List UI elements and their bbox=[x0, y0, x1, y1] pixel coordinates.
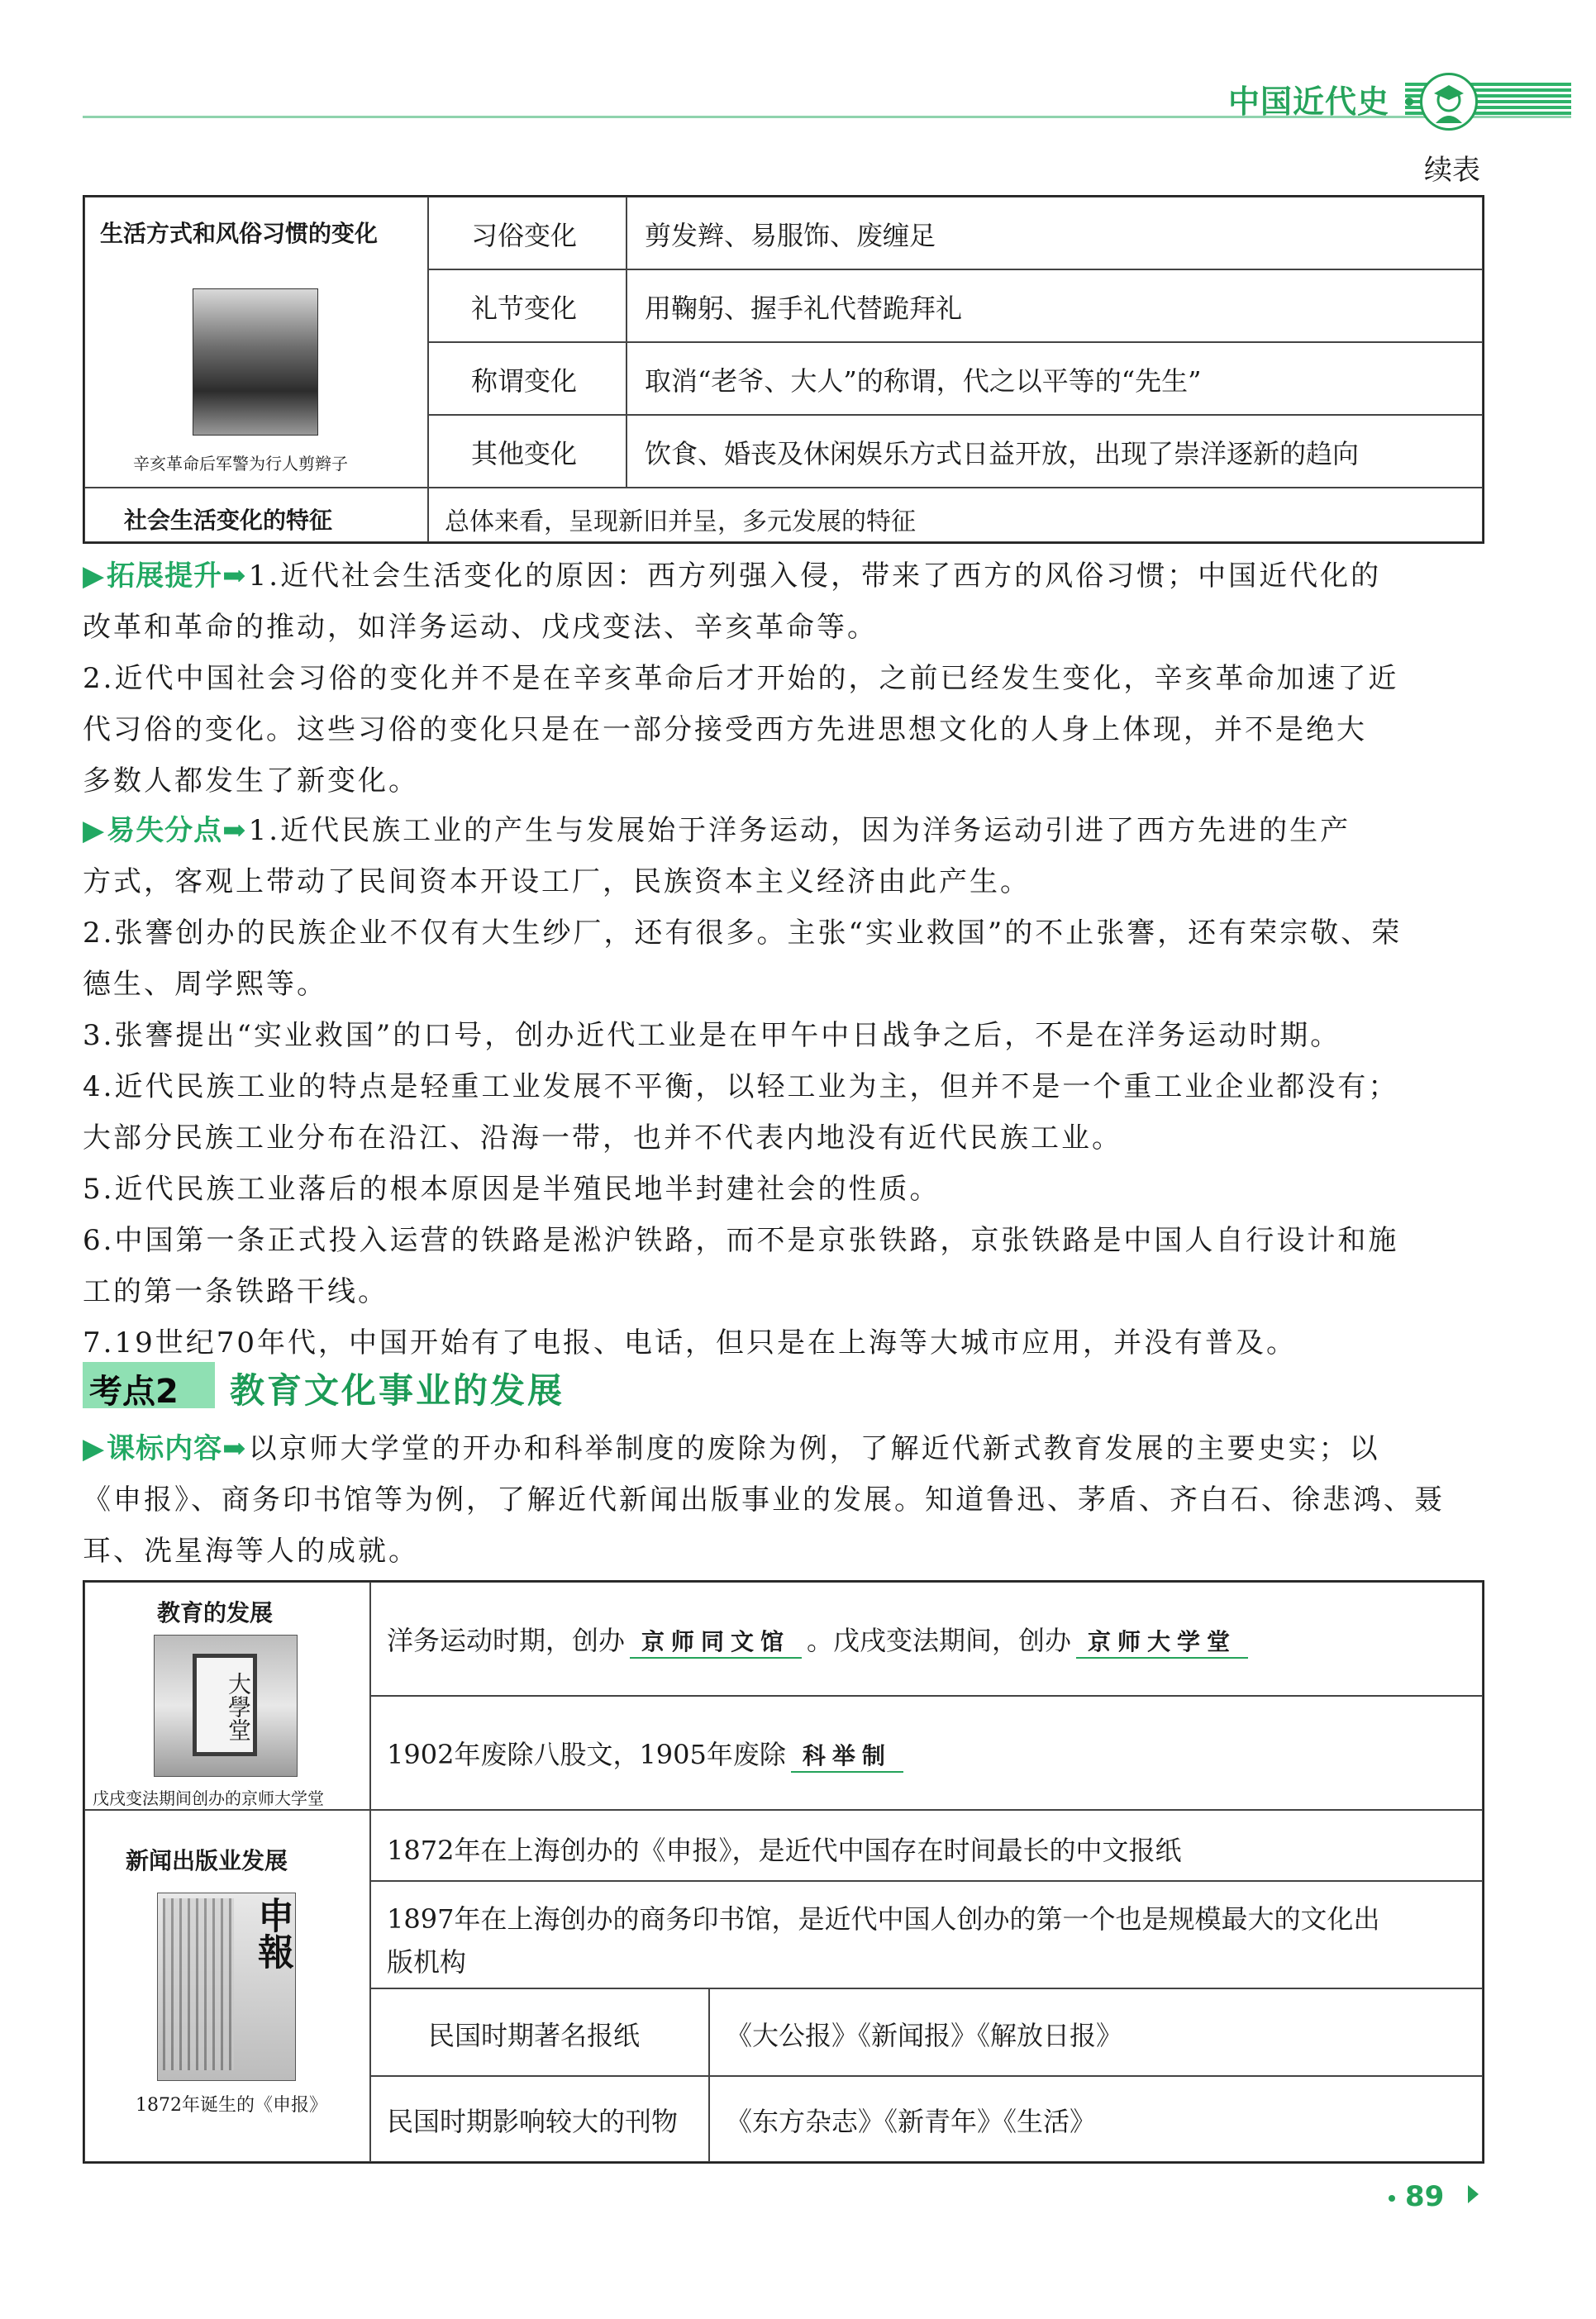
row-value: 剪发辫、易服饰、废缠足 bbox=[645, 220, 936, 251]
mistakes-line: 1.近代民族工业的产生与发展始于洋务运动，因为洋务运动引进了西方先进的生产 bbox=[248, 814, 1351, 847]
header-dot bbox=[1405, 98, 1413, 106]
expand-section bbox=[83, 550, 1488, 807]
curriculum-tag: 课标内容 bbox=[107, 1432, 223, 1465]
row-label: 称谓变化 bbox=[471, 365, 578, 397]
answer-daxuetang: 京师大学堂 bbox=[1076, 1624, 1248, 1659]
row-label: 礼节变化 bbox=[471, 293, 578, 324]
edu-label: 教育的发展 bbox=[157, 1599, 274, 1626]
edu-caption: 戊戌变法期间创办的京师大学堂 bbox=[93, 1788, 324, 1808]
mistakes-line: 德生、周学熙等。 bbox=[83, 968, 327, 1001]
press-row2-line: 1897年在上海创办的商务印书馆，是近代中国人创办的第一个也是规模最大的文化出 bbox=[387, 1903, 1380, 1935]
header-title: 中国近代史 bbox=[1228, 83, 1390, 120]
mistakes-line: 7.19世纪70年代，中国开始有了电报、电话，但只是在上海等大城市应用，并没有普及。 bbox=[83, 1326, 1297, 1359]
mistakes-line: 6.中国第一条正式投入运营的铁路是淞沪铁路，而不是京张铁路，京张铁路是中国人自行设计和施 bbox=[83, 1224, 1399, 1257]
row-value: 用鞠躬、握手礼代替跪拜礼 bbox=[645, 293, 963, 324]
mistakes-tag: 易失分点 bbox=[107, 814, 223, 847]
edu-row2-text bbox=[387, 1734, 908, 1773]
press-label: 新闻出版业发展 bbox=[126, 1847, 288, 1874]
queue-cutting-photo bbox=[193, 288, 318, 436]
mistakes-line: 3.张謇提出“实业救国”的口号，创办近代工业是在甲午中日战争之后，不是在洋务运动时期。 bbox=[83, 1019, 1341, 1052]
triangle-icon: ▶ bbox=[83, 814, 107, 847]
feature-value: 总体来看，呈现新旧并呈，多元发展的特征 bbox=[445, 507, 916, 536]
expand-line: 改革和革命的推动，如洋务运动、戊戌变法、辛亥革命等。 bbox=[83, 611, 878, 644]
press-row3-value: 《大公报》《新闻报》《解放日报》 bbox=[726, 2020, 1123, 2051]
expand-line: 2.近代中国社会习俗的变化并不是在辛亥革命后才开始的，之前已经发生变化，辛亥革命加速了近 bbox=[83, 662, 1399, 695]
student-icon bbox=[1420, 73, 1478, 131]
row-value: 饮食、婚丧及休闲娱乐方式日益开放，出现了崇洋逐新的趋向 bbox=[645, 438, 1360, 469]
university-plaque-photo bbox=[154, 1635, 298, 1777]
newspaper-masthead: 申報 bbox=[251, 1897, 293, 1969]
mistakes-line: 工的第一条铁路干线。 bbox=[83, 1275, 388, 1308]
press-row4-label: 民国时期影响较大的刊物 bbox=[387, 2106, 679, 2137]
triangle-icon: ▶ bbox=[83, 1432, 107, 1465]
expand-tag: 拓展提升 bbox=[107, 560, 223, 593]
mistakes-section bbox=[83, 805, 1488, 1369]
press-row3-label: 民国时期著名报纸 bbox=[428, 2020, 641, 2051]
edu-row2-a: 1902年废除八股文，1905年废除 bbox=[387, 1739, 786, 1770]
expand-line: 1.近代社会生活变化的原因：西方列强入侵，带来了西方的风俗习惯；中国近代化的 bbox=[248, 560, 1382, 593]
category-cell bbox=[84, 197, 428, 488]
arrow-icon: ➡ bbox=[222, 560, 249, 593]
arrow-icon: ➡ bbox=[222, 1432, 249, 1465]
category-label: 生活方式和风俗习惯的变化 bbox=[100, 220, 379, 247]
expand-line: 代习俗的变化。这些习俗的变化只是在一部分接受西方先进思想文化的人身上体现，并不是绝大 bbox=[83, 713, 1367, 746]
next-arrow-icon bbox=[1468, 2185, 1479, 2203]
press-row2-line: 版机构 bbox=[387, 1946, 467, 1978]
row-label: 习俗变化 bbox=[471, 220, 578, 251]
row-value: 取消“老爷、大人”的称谓，代之以平等的“先生” bbox=[645, 365, 1202, 397]
curriculum-line: 以京师大学堂的开办和科举制度的废除为例，了解近代新式教育发展的主要史实；以 bbox=[248, 1432, 1380, 1465]
press-row2-text bbox=[387, 1898, 1379, 1983]
photo-caption: 辛亥革命后军警为行人剪辫子 bbox=[133, 454, 348, 474]
row-label: 其他变化 bbox=[471, 438, 578, 469]
answer-tongwenguan: 京师同文馆 bbox=[630, 1624, 802, 1659]
answer-keju: 科举制 bbox=[791, 1738, 903, 1773]
feature-label: 社会生活变化的特征 bbox=[124, 507, 333, 534]
mistakes-line: 大部分民族工业分布在沿江、沿海一带，也并不代表内地没有近代民族工业。 bbox=[83, 1121, 1122, 1155]
expand-line: 多数人都发生了新变化。 bbox=[83, 764, 419, 798]
triangle-icon: ▶ bbox=[83, 560, 107, 593]
curriculum-line: 《申报》、商务印书馆等为例，了解近代新闻出版事业的发展。知道鲁迅、茅盾、齐白石、徐悲鸿、聂 bbox=[83, 1483, 1445, 1517]
page-number: 89 bbox=[1405, 2180, 1445, 2213]
arrow-icon: ➡ bbox=[222, 814, 249, 847]
mistakes-line: 5.近代民族工业落后的根本原因是半殖民地半封建社会的性质。 bbox=[83, 1173, 941, 1206]
social-life-table bbox=[83, 195, 1484, 544]
curriculum-line: 耳、冼星海等人的成就。 bbox=[83, 1535, 419, 1568]
newspaper-columns bbox=[163, 1898, 234, 2070]
curriculum-section bbox=[83, 1423, 1488, 1577]
kaodian-number: 考点2 bbox=[89, 1373, 179, 1411]
edu-row1-a: 洋务运动时期，创办 bbox=[387, 1625, 626, 1656]
continued-label: 续表 bbox=[1424, 154, 1480, 187]
shenbao-newspaper-photo bbox=[157, 1893, 296, 2081]
edu-row1-text bbox=[387, 1620, 1253, 1659]
mistakes-line: 方式，客观上带动了民间资本开设工厂，民族资本主义经济由此产生。 bbox=[83, 865, 1031, 898]
edu-row1-b: 。戊戌变法期间，创办 bbox=[807, 1625, 1072, 1656]
mistakes-line: 2.张謇创办的民族企业不仅有大生纱厂，还有很多。主张“实业救国”的不止张謇，还有荣宗敬、荣 bbox=[83, 917, 1403, 950]
press-row4-value: 《东方杂志》《新青年》《生活》 bbox=[726, 2106, 1097, 2137]
press-row1-text: 1872年在上海创办的《申报》，是近代中国存在时间最长的中文报纸 bbox=[387, 1835, 1182, 1866]
plaque-text: 大學堂 bbox=[193, 1654, 257, 1756]
education-culture-table bbox=[83, 1580, 1484, 2164]
kaodian-title: 教育文化事业的发展 bbox=[230, 1370, 565, 1411]
page-dot bbox=[1389, 2195, 1395, 2202]
press-caption: 1872年诞生的《申报》 bbox=[136, 2095, 327, 2116]
mistakes-line: 4.近代民族工业的特点是轻重工业发展不平衡，以轻工业为主，但并不是一个重工业企业都没有； bbox=[83, 1070, 1399, 1103]
